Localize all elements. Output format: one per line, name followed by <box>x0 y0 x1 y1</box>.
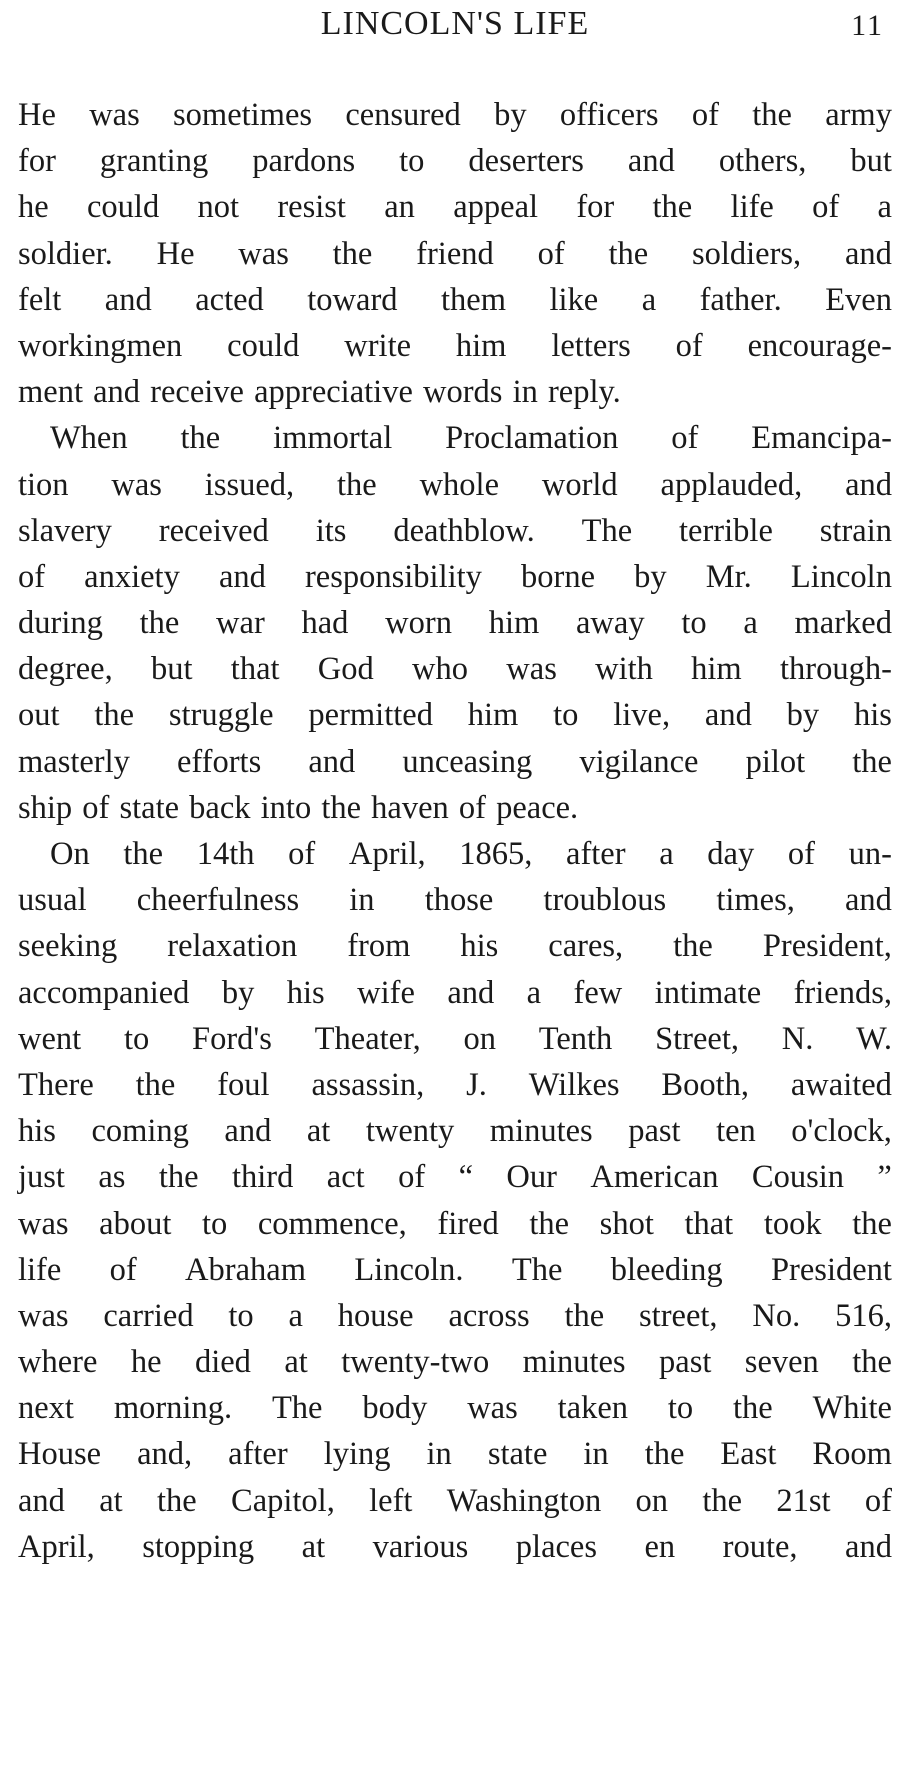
text-line: for granting pardons to deserters and others, but <box>18 143 892 180</box>
text-line: went to Ford's Theater, on Tenth Street, N. W. <box>18 1020 892 1057</box>
text-line: usual cheerfulness in those troublous times, and <box>18 882 892 919</box>
page-number: 11 <box>851 9 884 42</box>
text-line: where he died at twenty-two minutes past seven the <box>18 1344 892 1381</box>
text-line: House and, after lying in state in the East Room <box>18 1436 892 1473</box>
text-line: When the immortal Proclamation of Emancipa- <box>50 420 892 457</box>
text-line: There the foul assassin, J. Wilkes Booth, awaited <box>18 1066 892 1103</box>
text-line: was carried to a house across the street, No. 516, <box>18 1297 892 1334</box>
running-head <box>18 2 892 46</box>
text-line: and at the Capitol, left Washington on the 21st of <box>18 1482 892 1519</box>
text-line: his coming and at twenty minutes past ten o'clock, <box>18 1113 892 1150</box>
text-line: accompanied by his wife and a few intimate friends, <box>18 974 892 1011</box>
text-line: masterly efforts and unceasing vigilance pilot the <box>18 743 892 780</box>
text-line: workingmen could write him letters of encourage- <box>18 327 892 364</box>
text-line: during the war had worn him away to a marked <box>18 605 892 642</box>
text-line: degree, but that God who was with him through- <box>18 651 892 688</box>
running-title: LINCOLN'S LIFE <box>320 5 590 42</box>
text-line: life of Abraham Lincoln. The bleeding President <box>18 1251 892 1288</box>
text-line: tion was issued, the whole world applauded, and <box>18 466 892 503</box>
text-line: just as the third act of “ Our American Cousin ” <box>18 1159 892 1196</box>
text-line: felt and acted toward them like a father. Even <box>18 281 892 318</box>
text-line: April, stopping at various places en route, and <box>18 1528 892 1565</box>
text-line: He was sometimes censured by officers of the army <box>18 97 892 133</box>
text-line: On the 14th of April, 1865, after a day of un- <box>50 836 892 872</box>
text-line: he could not resist an appeal for the life of a <box>18 189 892 226</box>
text-line: out the struggle permitted him to live, and by his <box>18 697 892 734</box>
text-line: slavery received its deathblow. The terrible strain <box>18 512 892 549</box>
text-line: ship of state back into the haven of peace. <box>18 789 579 826</box>
text-line: ment and receive appreciative words in reply. <box>18 374 621 411</box>
text-line: of anxiety and responsibility borne by Mr. Lincoln <box>18 558 892 595</box>
text-line: next morning. The body was taken to the White <box>18 1390 892 1427</box>
text-line: soldier. He was the friend of the soldiers, and <box>18 235 892 272</box>
text-line: seeking relaxation from his cares, the President, <box>18 928 892 965</box>
text-line: was about to commence, fired the shot that took the <box>18 1205 892 1242</box>
body-text <box>18 92 892 1570</box>
